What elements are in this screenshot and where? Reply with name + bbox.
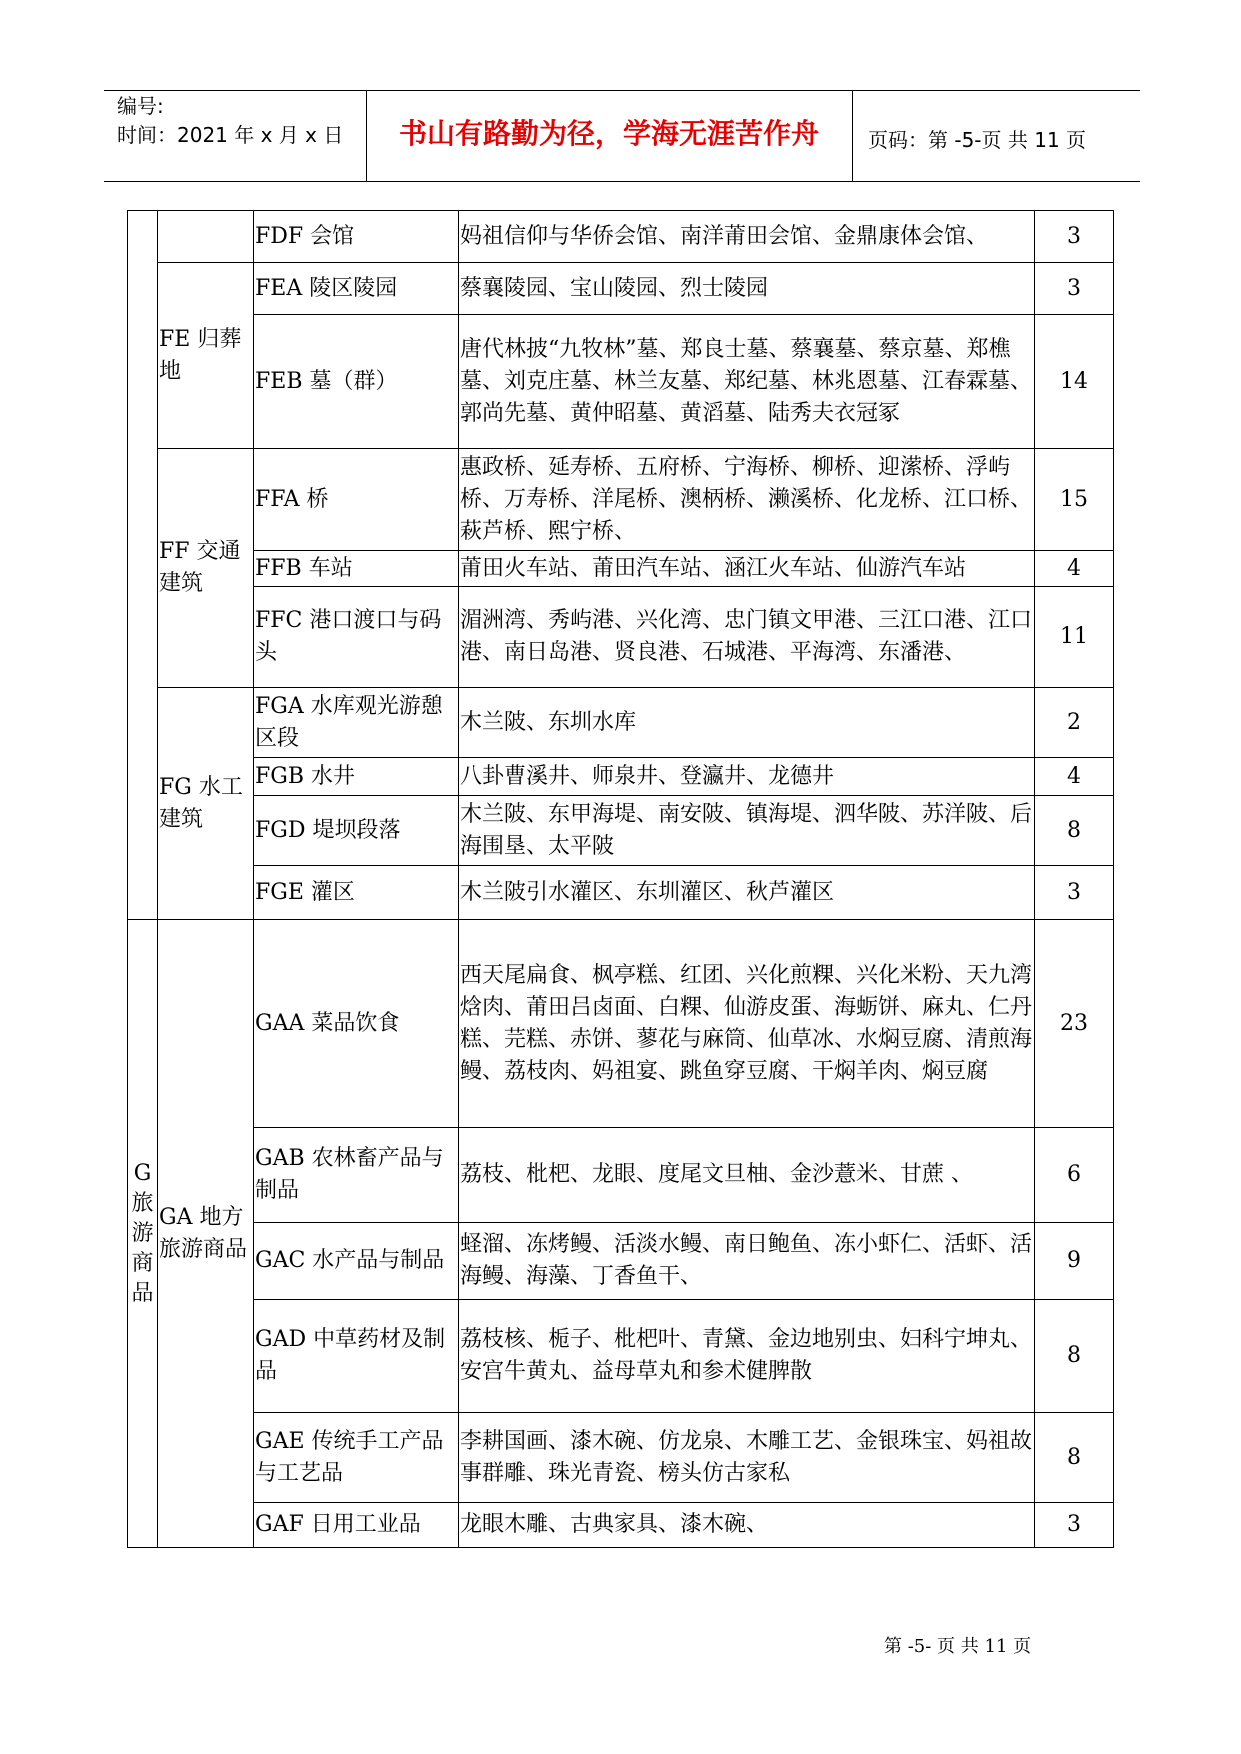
header-left: [117, 92, 343, 150]
table-row: [128, 1128, 1114, 1223]
row-count: 3: [1035, 866, 1114, 920]
group-ga-label: GA 地方旅游商品: [158, 920, 254, 1548]
row-count: 8: [1035, 1413, 1114, 1503]
time-label: 时间：2021 年 x 月 x 日: [117, 123, 344, 147]
header-motto: 书山有路勤为径，学海无涯苦作舟: [398, 117, 819, 150]
group-g-label: G旅游商品: [128, 920, 158, 1548]
table-row: [128, 688, 1114, 758]
row-items: 龙眼木雕、古典家具、漆木碗、: [459, 1503, 1035, 1548]
row-code: FGE 灌区: [254, 866, 459, 920]
row-items: 惠政桥、延寿桥、五府桥、宁海桥、柳桥、迎潆桥、浮屿桥、万寿桥、洋尾桥、澳柄桥、濑溪桥、化龙桥、江口桥、萩芦桥、熙宁桥、: [459, 449, 1035, 551]
row-code: FFA 桥: [254, 449, 459, 551]
table-row: [128, 211, 1114, 263]
row-items: 荔枝核、栀子、枇杷叶、青黛、金边地别虫、妇科宁坤丸、安宫牛黄丸、益母草丸和参术健脾散: [459, 1300, 1035, 1413]
group-fe-label: FE 归葬地: [158, 263, 254, 449]
group-ff-label: FF 交通建筑: [158, 449, 254, 688]
row-count: 3: [1035, 263, 1114, 315]
table-row: [128, 315, 1114, 449]
header-page-label: 页码：第 -5-页 共 11 页: [868, 128, 1087, 152]
header-top-rule: [104, 90, 1140, 91]
row-count: 14: [1035, 315, 1114, 449]
header-divider-right: [852, 90, 853, 181]
table-row: [128, 866, 1114, 920]
row-count: 8: [1035, 796, 1114, 866]
row-code: GAA 菜品饮食: [254, 920, 459, 1128]
row-code: FGA 水库观光游憩区段: [254, 688, 459, 758]
row-code: FFC 港口渡口与码头: [254, 587, 459, 688]
resource-table: [127, 210, 1114, 1548]
row-count: 23: [1035, 920, 1114, 1128]
row-items: 湄洲湾、秀屿港、兴化湾、忠门镇文甲港、三江口港、江口港、南日岛港、贤良港、石城港、平海湾、东潘港、: [459, 587, 1035, 688]
row-items: 妈祖信仰与华侨会馆、南洋莆田会馆、金鼎康体会馆、: [459, 211, 1035, 263]
row-code: GAE 传统手工产品与工艺品: [254, 1413, 459, 1503]
table-row: [128, 1223, 1114, 1300]
group-fd-cell: [158, 211, 254, 263]
row-count: 2: [1035, 688, 1114, 758]
row-code: GAD 中草药材及制品: [254, 1300, 459, 1413]
row-code: FGB 水井: [254, 758, 459, 796]
row-items: 莆田火车站、莆田汽车站、涵江火车站、仙游汽车站: [459, 551, 1035, 587]
row-count: 4: [1035, 758, 1114, 796]
table-row: [128, 1503, 1114, 1548]
table-row: [128, 758, 1114, 796]
row-code: FGD 堤坝段落: [254, 796, 459, 866]
table-row: [128, 1300, 1114, 1413]
row-items: 西天尾扁食、枫亭糕、红团、兴化煎粿、兴化米粉、天九湾焓肉、莆田吕卤面、白粿、仙游皮蛋、海蛎饼、麻丸、仁丹糕、芫糕、赤饼、蓼花与麻筒、仙草冰、水焖豆腐、清煎海鳗、荔枝肉、妈祖宴、跳鱼穿豆腐、干焖羊肉、焖豆腐: [459, 920, 1035, 1128]
row-count: 11: [1035, 587, 1114, 688]
row-items: 李耕国画、漆木碗、仿龙泉、木雕工艺、金银珠宝、妈祖故事群雕、珠光青瓷、榜头仿古家私: [459, 1413, 1035, 1503]
page-footer: 第 -5- 页 共 11 页: [884, 1636, 1032, 1657]
row-code: FFB 车站: [254, 551, 459, 587]
row-code: GAB 农林畜产品与制品: [254, 1128, 459, 1223]
row-count: 8: [1035, 1300, 1114, 1413]
row-code: GAF 日用工业品: [254, 1503, 459, 1548]
table-row: [128, 449, 1114, 551]
header-bottom-rule: [104, 181, 1140, 182]
row-count: 3: [1035, 1503, 1114, 1548]
row-items: 蛏溜、冻烤鳗、活淡水鳗、南日鲍鱼、冻小虾仁、活虾、活海鳗、海藻、丁香鱼干、: [459, 1223, 1035, 1300]
row-code: FEB 墓（群）: [254, 315, 459, 449]
table-row: [128, 1413, 1114, 1503]
row-code: GAC 水产品与制品: [254, 1223, 459, 1300]
table-row: [128, 920, 1114, 1128]
row-items: 唐代林披“九牧林”墓、郑良士墓、蔡襄墓、蔡京墓、郑樵墓、刘克庄墓、林兰友墓、郑纪墓、林兆恩墓、江春霖墓、郭尚先墓、黄仲昭墓、黄滔墓、陆秀夫衣冠冢: [459, 315, 1035, 449]
serial-label: 编号:: [117, 94, 164, 118]
row-count: 3: [1035, 211, 1114, 263]
row-count: 9: [1035, 1223, 1114, 1300]
group-f-cell: [128, 211, 158, 920]
table-row: [128, 796, 1114, 866]
group-fg-label: FG 水工建筑: [158, 688, 254, 920]
row-count: 15: [1035, 449, 1114, 551]
row-items: 木兰陂、东圳水库: [459, 688, 1035, 758]
row-items: 荔枝、枇杷、龙眼、度尾文旦柚、金沙薏米、甘蔗 、: [459, 1128, 1035, 1223]
row-code: FDF 会馆: [254, 211, 459, 263]
table-row: [128, 587, 1114, 688]
row-items: 木兰陂引水灌区、东圳灌区、秋芦灌区: [459, 866, 1035, 920]
table-row: [128, 263, 1114, 315]
row-count: 6: [1035, 1128, 1114, 1223]
row-code: FEA 陵区陵园: [254, 263, 459, 315]
row-items: 蔡襄陵园、宝山陵园、烈士陵园: [459, 263, 1035, 315]
row-count: 4: [1035, 551, 1114, 587]
table-row: [128, 551, 1114, 587]
row-items: 八卦曹溪井、师泉井、登瀛井、龙德井: [459, 758, 1035, 796]
row-items: 木兰陂、东甲海堤、南安陂、镇海堤、泗华陂、苏洋陂、后海围垦、太平陂: [459, 796, 1035, 866]
